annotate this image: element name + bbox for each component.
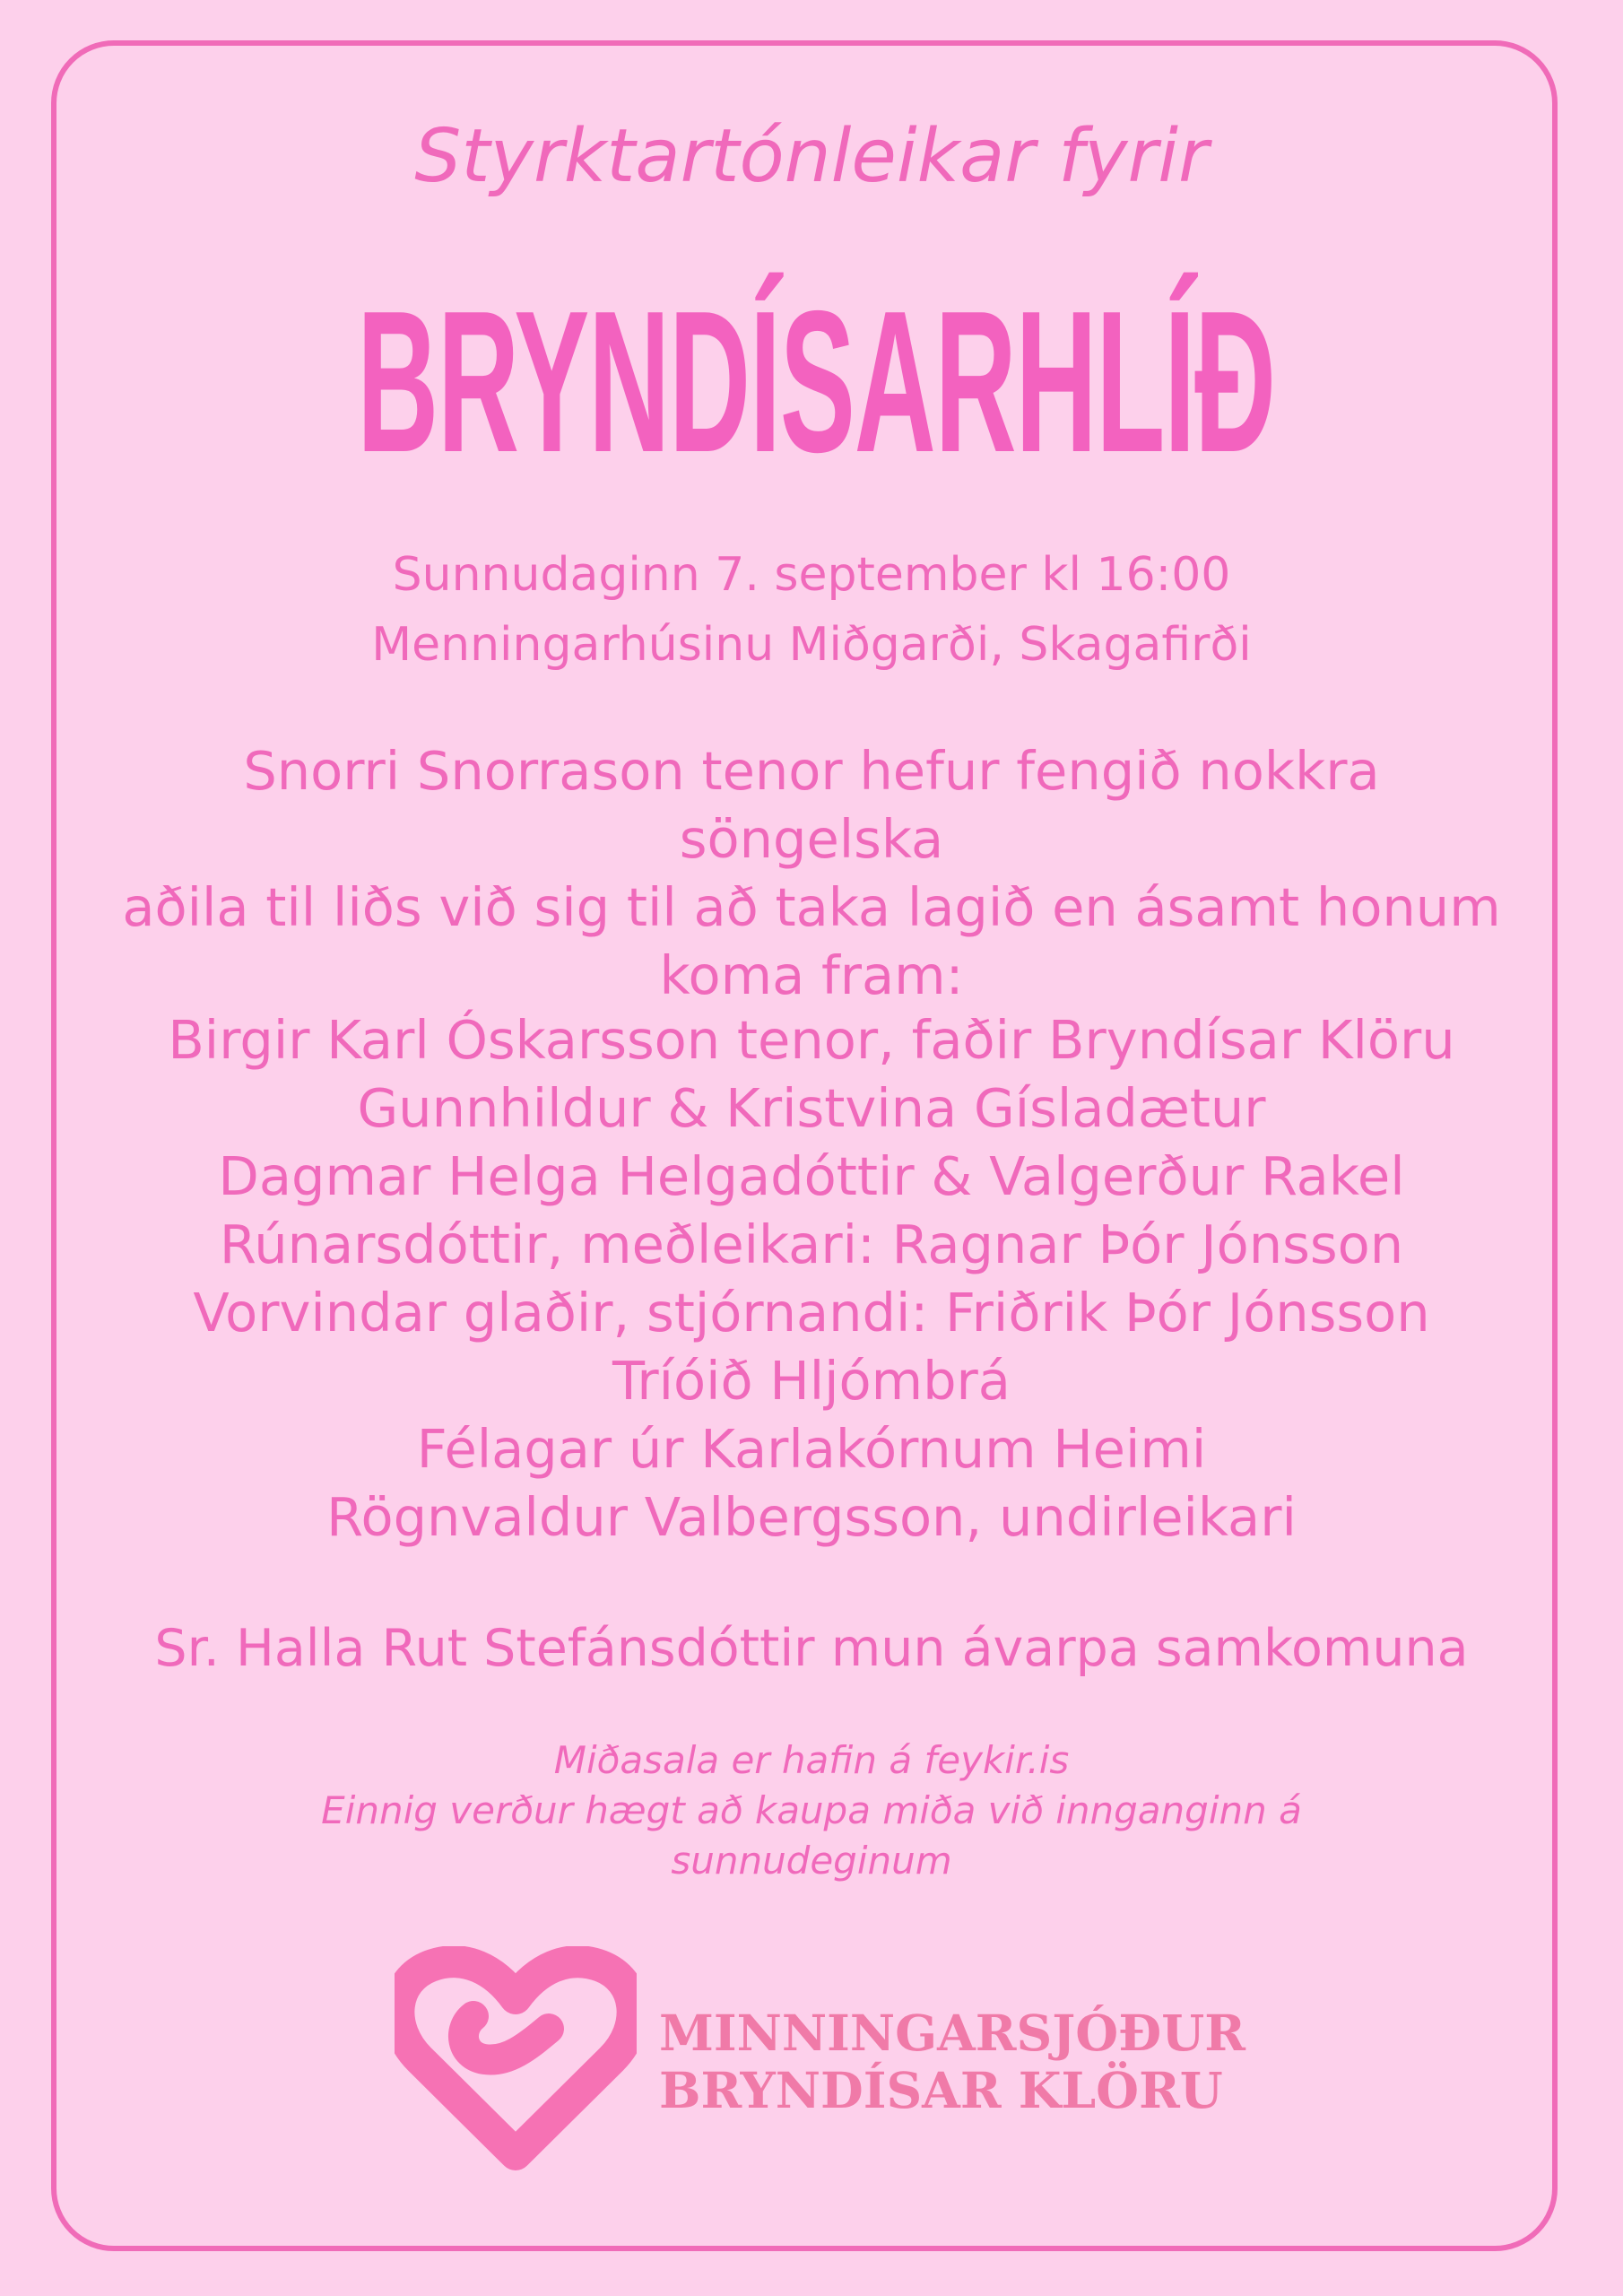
logo-line: MINNINGARSJÓÐUR (659, 2004, 1245, 2062)
performer-item: Tríóið Hljómbrá (612, 1350, 1011, 1412)
ticket-line: Einnig verður hægt að kaupa miða við innganginn á (321, 1788, 1302, 1832)
ticket-line: Miðasala er hafin á feykir.is (553, 1738, 1070, 1782)
performer-item: Rúnarsdóttir, meðleikari: Ragnar Þór Jónsson (219, 1213, 1404, 1275)
event-date: Sunnudaginn 7. september kl 16:00 (392, 548, 1231, 602)
ticket-line: sunnudeginum (671, 1839, 952, 1883)
performer-item: Dagmar Helga Helgadóttir & Valgerður Rakel (218, 1145, 1405, 1207)
intro-line: aðila til liðs við sig til að taka lagið en ásamt honum (122, 876, 1501, 938)
intro-paragraph (108, 737, 1515, 1010)
event-details (0, 540, 1623, 680)
ticket-info (0, 1735, 1623, 1886)
performer-item: Gunnhildur & Kristvina Gísladætur (357, 1077, 1266, 1139)
logo-text (659, 2005, 1245, 2119)
memorial-fund-logo (381, 1946, 1245, 2170)
performer-item: Félagar úr Karlakórnum Heimi (416, 1418, 1207, 1480)
address-note: Sr. Halla Rut Stefánsdóttir mun ávarpa samkomuna (154, 1619, 1469, 1678)
performer-item: Birgir Karl Óskarsson tenor, faðir Bryndísar Klöru (168, 1009, 1455, 1071)
event-venue: Menningarhúsinu Miðgarði, Skagafirði (371, 618, 1252, 672)
poster-title: BRYNDÍSARHLÍÐ (357, 268, 1275, 494)
logo-line: BRYNDÍSAR KLÖRU (659, 2061, 1223, 2119)
intro-line: koma fram: (659, 944, 964, 1006)
performer-list (0, 1006, 1623, 1552)
performer-item: Vorvindar glaðir, stjórnandi: Friðrik Þór Jónsson (193, 1282, 1430, 1344)
performer-item: Rögnvaldur Valbergsson, undirleikari (326, 1486, 1297, 1548)
heart-icon (395, 1946, 637, 2170)
intro-line: Snorri Snorrason tenor hefur fengið nokkra söngelska (243, 740, 1380, 870)
poster-subtitle: Styrktartónleikar fyrir (414, 114, 1209, 199)
